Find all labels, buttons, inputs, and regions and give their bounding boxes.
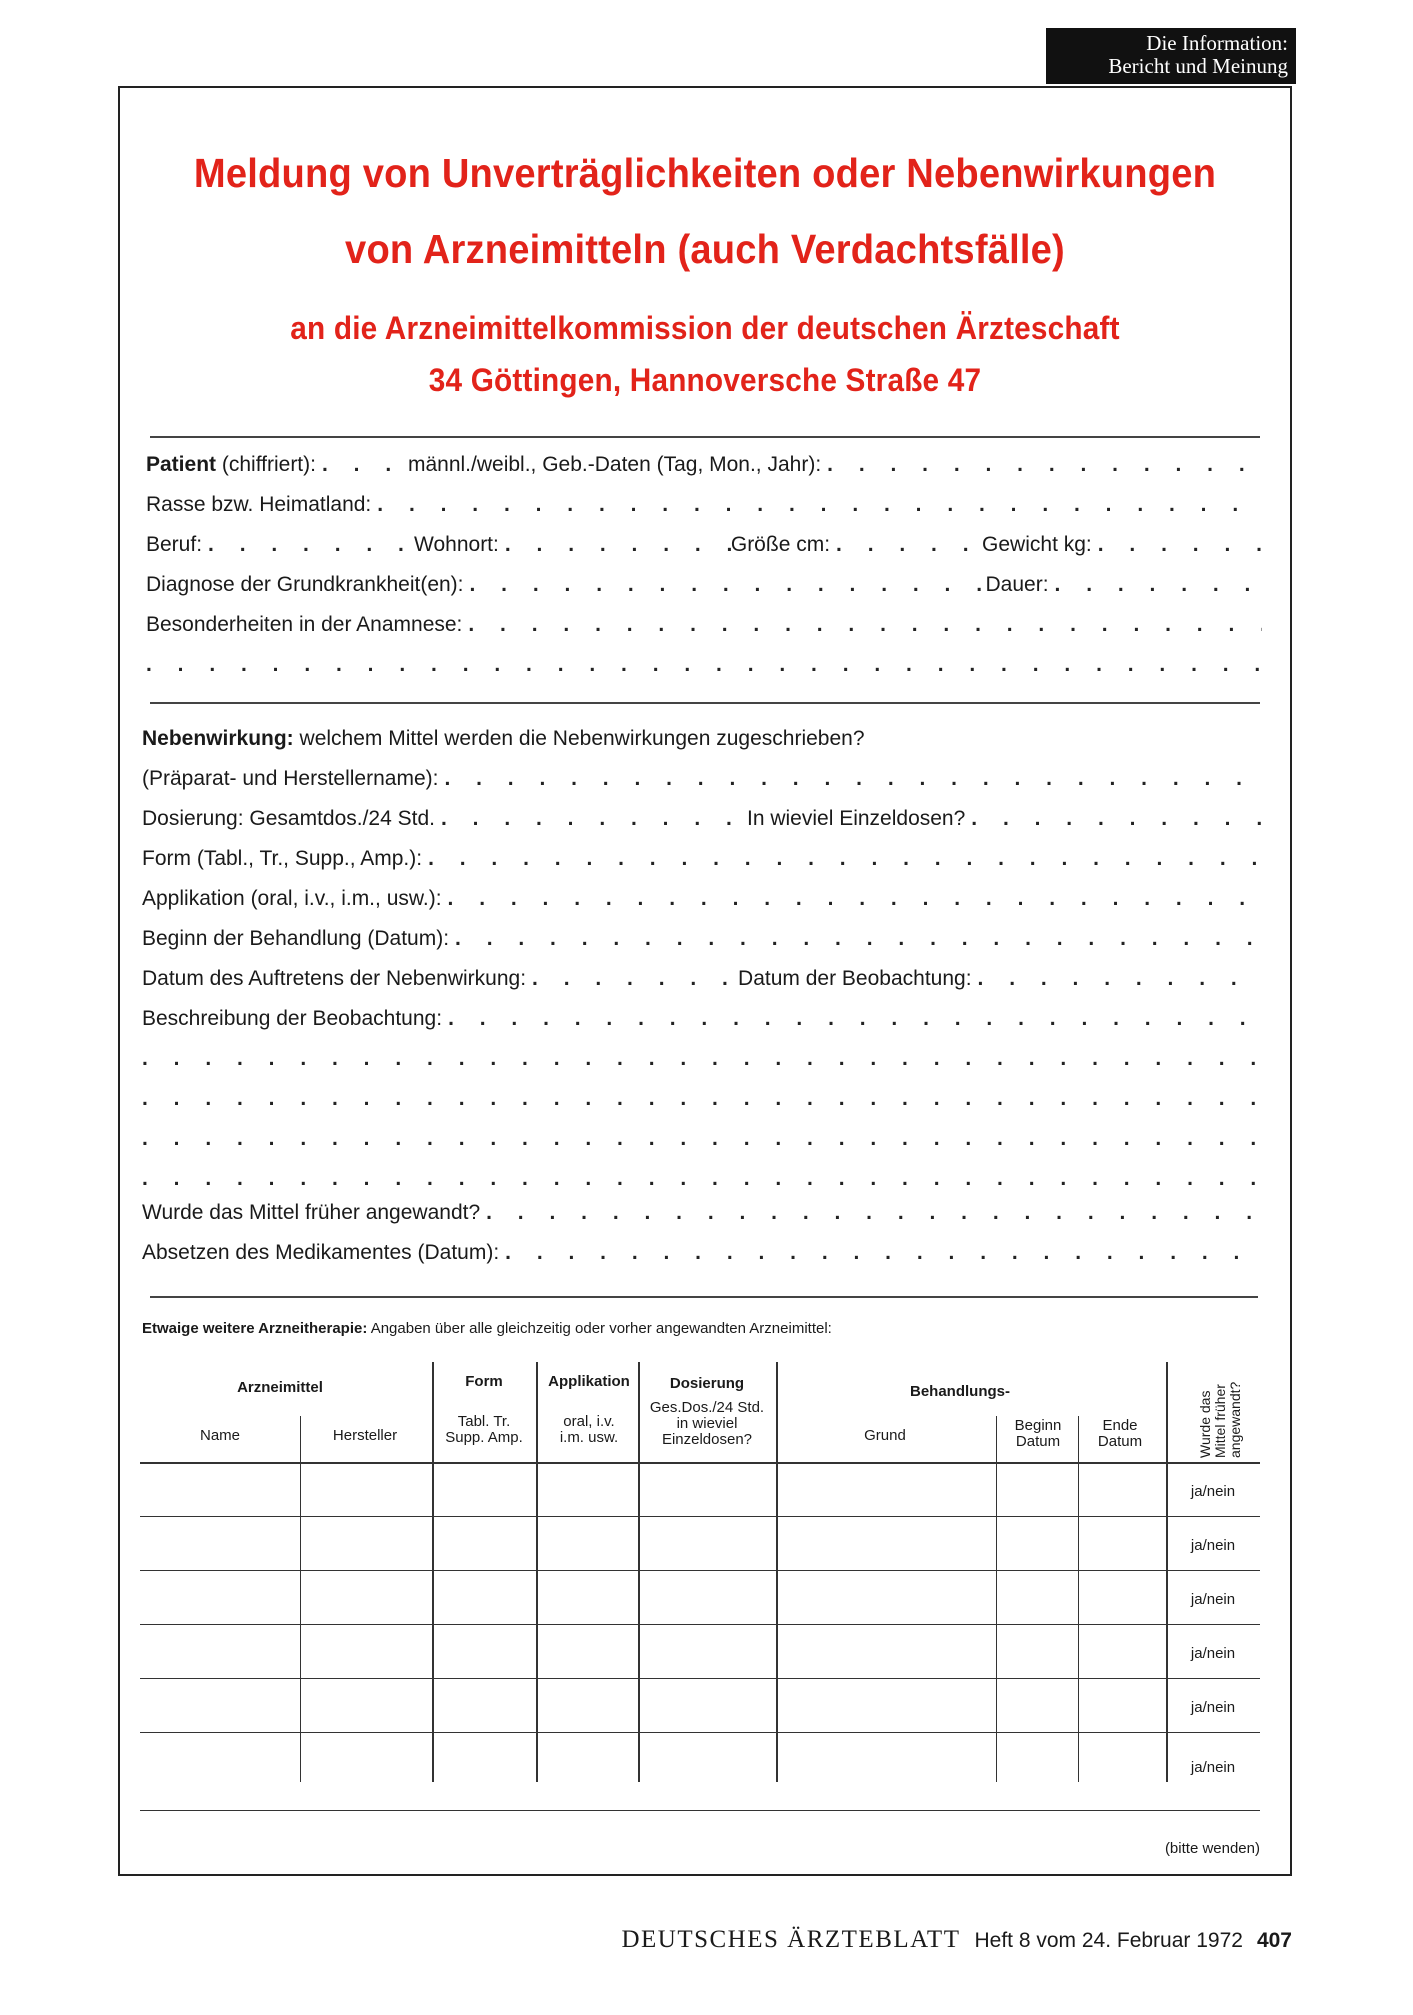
col-header-manufacturer: Hersteller bbox=[332, 1427, 398, 1444]
dotted-fill bbox=[422, 846, 1262, 872]
table-row-janein[interactable]: ja/nein bbox=[1190, 1591, 1236, 1608]
table-col-line bbox=[536, 1362, 538, 1782]
col-header-dos-sub-3: Einzeldosen? bbox=[661, 1431, 753, 1448]
table-row-line bbox=[140, 1624, 1260, 1625]
turn-over-note: (bitte wenden) bbox=[1164, 1840, 1260, 1857]
col-header-dos-sub-1: Ges.Dos./24 Std. bbox=[649, 1399, 765, 1416]
diagnosis-label: Diagnose der Grundkrankheit(en): bbox=[146, 573, 464, 596]
table-bottom-line bbox=[140, 1810, 1260, 1811]
dotted-fill bbox=[965, 806, 1262, 832]
field-patient-code[interactable] bbox=[146, 452, 1262, 478]
table-row-janein[interactable]: ja/nein bbox=[1190, 1645, 1236, 1662]
observation-date-label: Datum der Beobachtung: bbox=[738, 967, 972, 990]
field-onset-date[interactable] bbox=[142, 966, 1262, 992]
field-description-cont[interactable] bbox=[142, 1126, 1262, 1152]
therapy-intro-rest: Angaben über alle gleichzeitig oder vorher angewandten Arzneimittel: bbox=[367, 1320, 832, 1337]
divider-bottom bbox=[150, 1296, 1258, 1298]
field-race[interactable] bbox=[146, 492, 1262, 518]
dotted-fill bbox=[438, 766, 1262, 792]
field-description-cont[interactable] bbox=[142, 1046, 1262, 1072]
table-col-line bbox=[432, 1362, 434, 1782]
dotted-fill bbox=[146, 652, 1262, 678]
duration-label: Dauer: bbox=[985, 573, 1049, 596]
therapy-intro bbox=[142, 1320, 832, 1338]
col-header-form-sub-2: Supp. Amp. bbox=[445, 1429, 523, 1446]
field-description[interactable] bbox=[142, 1006, 1262, 1032]
side-effect-question: welchem Mittel werden die Nebenwirkungen zugeschrieben? bbox=[293, 727, 865, 750]
table-row-line bbox=[140, 1678, 1260, 1679]
race-label: Rasse bzw. Heimatland: bbox=[146, 493, 372, 516]
product-label: (Präparat- und Herstellername): bbox=[142, 767, 439, 790]
field-description-cont[interactable] bbox=[142, 1086, 1262, 1112]
col-header-drug: Arzneimittel bbox=[237, 1379, 323, 1396]
journal-name: DEUTSCHES ÄRZTEBLATT bbox=[621, 1926, 961, 1953]
table-row-janein[interactable]: ja/nein bbox=[1190, 1537, 1236, 1554]
patient-label: Patient bbox=[146, 453, 217, 476]
dotted-fill bbox=[499, 1240, 1262, 1266]
dotted-fill bbox=[142, 1046, 1262, 1072]
col-header-used-earlier bbox=[1198, 1338, 1246, 1458]
field-anamnesis-cont[interactable] bbox=[146, 652, 1262, 678]
side-effect-label: Nebenwirkung: bbox=[142, 727, 294, 750]
used-before-label: Wurde das Mittel früher angewandt? bbox=[142, 1201, 481, 1224]
dotted-fill bbox=[1092, 532, 1262, 558]
dotted-fill bbox=[462, 612, 1262, 638]
dotted-fill bbox=[316, 452, 408, 478]
section-label-line-2: Bericht und Meinung bbox=[1108, 54, 1288, 78]
col-header-form-sub-1: Tabl. Tr. bbox=[457, 1413, 511, 1430]
divider-middle bbox=[150, 702, 1260, 704]
description-label: Beschreibung der Beobachtung: bbox=[142, 1007, 443, 1030]
col-header-dos-sub-2: in wieviel bbox=[676, 1415, 738, 1432]
field-side-effect-intro bbox=[142, 726, 1262, 752]
col-header-application: Applikation bbox=[548, 1373, 630, 1390]
section-label bbox=[1046, 28, 1296, 84]
form-label: Form (Tabl., Tr., Supp., Amp.): bbox=[142, 847, 423, 870]
dotted-fill bbox=[142, 1086, 1262, 1112]
table-row-janein[interactable]: ja/nein bbox=[1190, 1759, 1236, 1776]
page-number: 407 bbox=[1256, 1929, 1292, 1952]
single-doses-label: In wieviel Einzeldosen? bbox=[747, 807, 966, 830]
col-header-app-sub-1: oral, i.v. bbox=[563, 1413, 615, 1430]
anamnesis-label: Besonderheiten in der Anamnese: bbox=[146, 613, 463, 636]
col-header-used-earlier-1: Wurde das bbox=[1197, 1390, 1213, 1458]
dotted-fill bbox=[830, 532, 982, 558]
onset-date-label: Datum des Auftretens der Nebenwirkung: bbox=[142, 967, 527, 990]
form-title-line-1: Meldung von Unverträglichkeiten oder Nebenwirkungen bbox=[193, 150, 1217, 196]
table-col-line bbox=[638, 1362, 640, 1782]
field-application[interactable] bbox=[142, 886, 1262, 912]
field-job-residence[interactable] bbox=[146, 532, 1262, 558]
page-footer bbox=[0, 1926, 1292, 1954]
therapy-intro-label: Etwaige weitere Arzneitherapie: bbox=[142, 1320, 368, 1337]
treatment-start-label: Beginn der Behandlung (Datum): bbox=[142, 927, 450, 950]
col-header-reason: Grund bbox=[864, 1427, 906, 1444]
dotted-fill bbox=[449, 926, 1262, 952]
dotted-fill bbox=[464, 572, 986, 598]
patient-label-rest: (chiffriert): bbox=[216, 453, 316, 476]
dotted-fill bbox=[142, 1126, 1262, 1152]
dotted-fill bbox=[371, 492, 1262, 518]
dotted-fill bbox=[972, 966, 1262, 992]
dotted-fill bbox=[442, 1006, 1262, 1032]
dotted-fill bbox=[821, 452, 1262, 478]
col-header-name: Name bbox=[199, 1427, 240, 1444]
dosage-label: Dosierung: Gesamtdos./24 Std. bbox=[142, 807, 435, 830]
table-row-line bbox=[140, 1516, 1260, 1517]
weight-label: Gewicht kg: bbox=[982, 533, 1092, 556]
divider-top bbox=[150, 436, 1260, 438]
table-row-line bbox=[140, 1732, 1260, 1733]
discontinued-label: Absetzen des Medikamentes (Datum): bbox=[142, 1241, 500, 1264]
field-product[interactable] bbox=[142, 766, 1262, 792]
issue-info: Heft 8 vom 24. Februar 1972 bbox=[974, 1929, 1243, 1952]
field-dosage[interactable] bbox=[142, 806, 1262, 832]
col-header-end-sub: Datum bbox=[1097, 1433, 1143, 1450]
col-header-end: Ende bbox=[1102, 1417, 1138, 1434]
col-header-used-earlier-3: angewandt? bbox=[1227, 1381, 1243, 1458]
dotted-fill bbox=[480, 1200, 1262, 1226]
field-form[interactable] bbox=[142, 846, 1262, 872]
table-row-line bbox=[140, 1570, 1260, 1571]
table-col-line bbox=[1166, 1362, 1168, 1782]
dotted-fill bbox=[526, 966, 738, 992]
field-description-cont[interactable] bbox=[142, 1166, 1262, 1192]
section-label-line-1: Die Information: bbox=[1146, 31, 1288, 55]
form-recipient: an die Arzneimittelkommission der deutschen Ärzteschaft bbox=[290, 310, 1120, 346]
col-header-form: Form bbox=[465, 1373, 503, 1390]
form-address: 34 Göttingen, Hannoversche Straße 47 bbox=[428, 362, 982, 398]
col-header-treatment: Behandlungs- bbox=[910, 1383, 1010, 1400]
table-header-rule bbox=[140, 1462, 1260, 1464]
table-row-janein[interactable]: ja/nein bbox=[1190, 1699, 1236, 1716]
dotted-fill bbox=[1049, 572, 1262, 598]
table-col-line bbox=[996, 1416, 997, 1782]
dotted-fill bbox=[442, 886, 1262, 912]
table-row-janein[interactable]: ja/nein bbox=[1190, 1483, 1236, 1500]
dotted-fill bbox=[202, 532, 414, 558]
col-header-start: Beginn bbox=[1014, 1417, 1062, 1434]
dotted-fill bbox=[142, 1166, 1262, 1192]
table-col-line bbox=[300, 1416, 301, 1782]
field-discontinued[interactable] bbox=[142, 1240, 1262, 1266]
field-used-before[interactable] bbox=[142, 1200, 1262, 1226]
field-diagnosis[interactable] bbox=[146, 572, 1262, 598]
dotted-fill bbox=[435, 806, 747, 832]
residence-label: Wohnort: bbox=[414, 533, 499, 556]
height-label: Größe cm: bbox=[730, 533, 831, 556]
col-header-start-sub: Datum bbox=[1015, 1433, 1061, 1450]
job-label: Beruf: bbox=[146, 533, 203, 556]
col-header-used-earlier-2: Mittel früher bbox=[1212, 1384, 1228, 1458]
col-header-dosage: Dosierung bbox=[669, 1375, 745, 1392]
application-label: Applikation (oral, i.v., i.m., usw.): bbox=[142, 887, 442, 910]
form-title-line-2: von Arzneimitteln (auch Verdachtsfälle) bbox=[345, 226, 1065, 272]
sex-dob-label: männl./weibl., Geb.-Daten (Tag, Mon., Jahr): bbox=[407, 453, 822, 476]
table-col-line bbox=[776, 1362, 778, 1782]
table-col-line bbox=[1078, 1416, 1079, 1782]
col-header-app-sub-2: i.m. usw. bbox=[559, 1429, 619, 1446]
field-anamnesis[interactable] bbox=[146, 612, 1262, 638]
dotted-fill bbox=[499, 532, 731, 558]
field-treatment-start[interactable] bbox=[142, 926, 1262, 952]
